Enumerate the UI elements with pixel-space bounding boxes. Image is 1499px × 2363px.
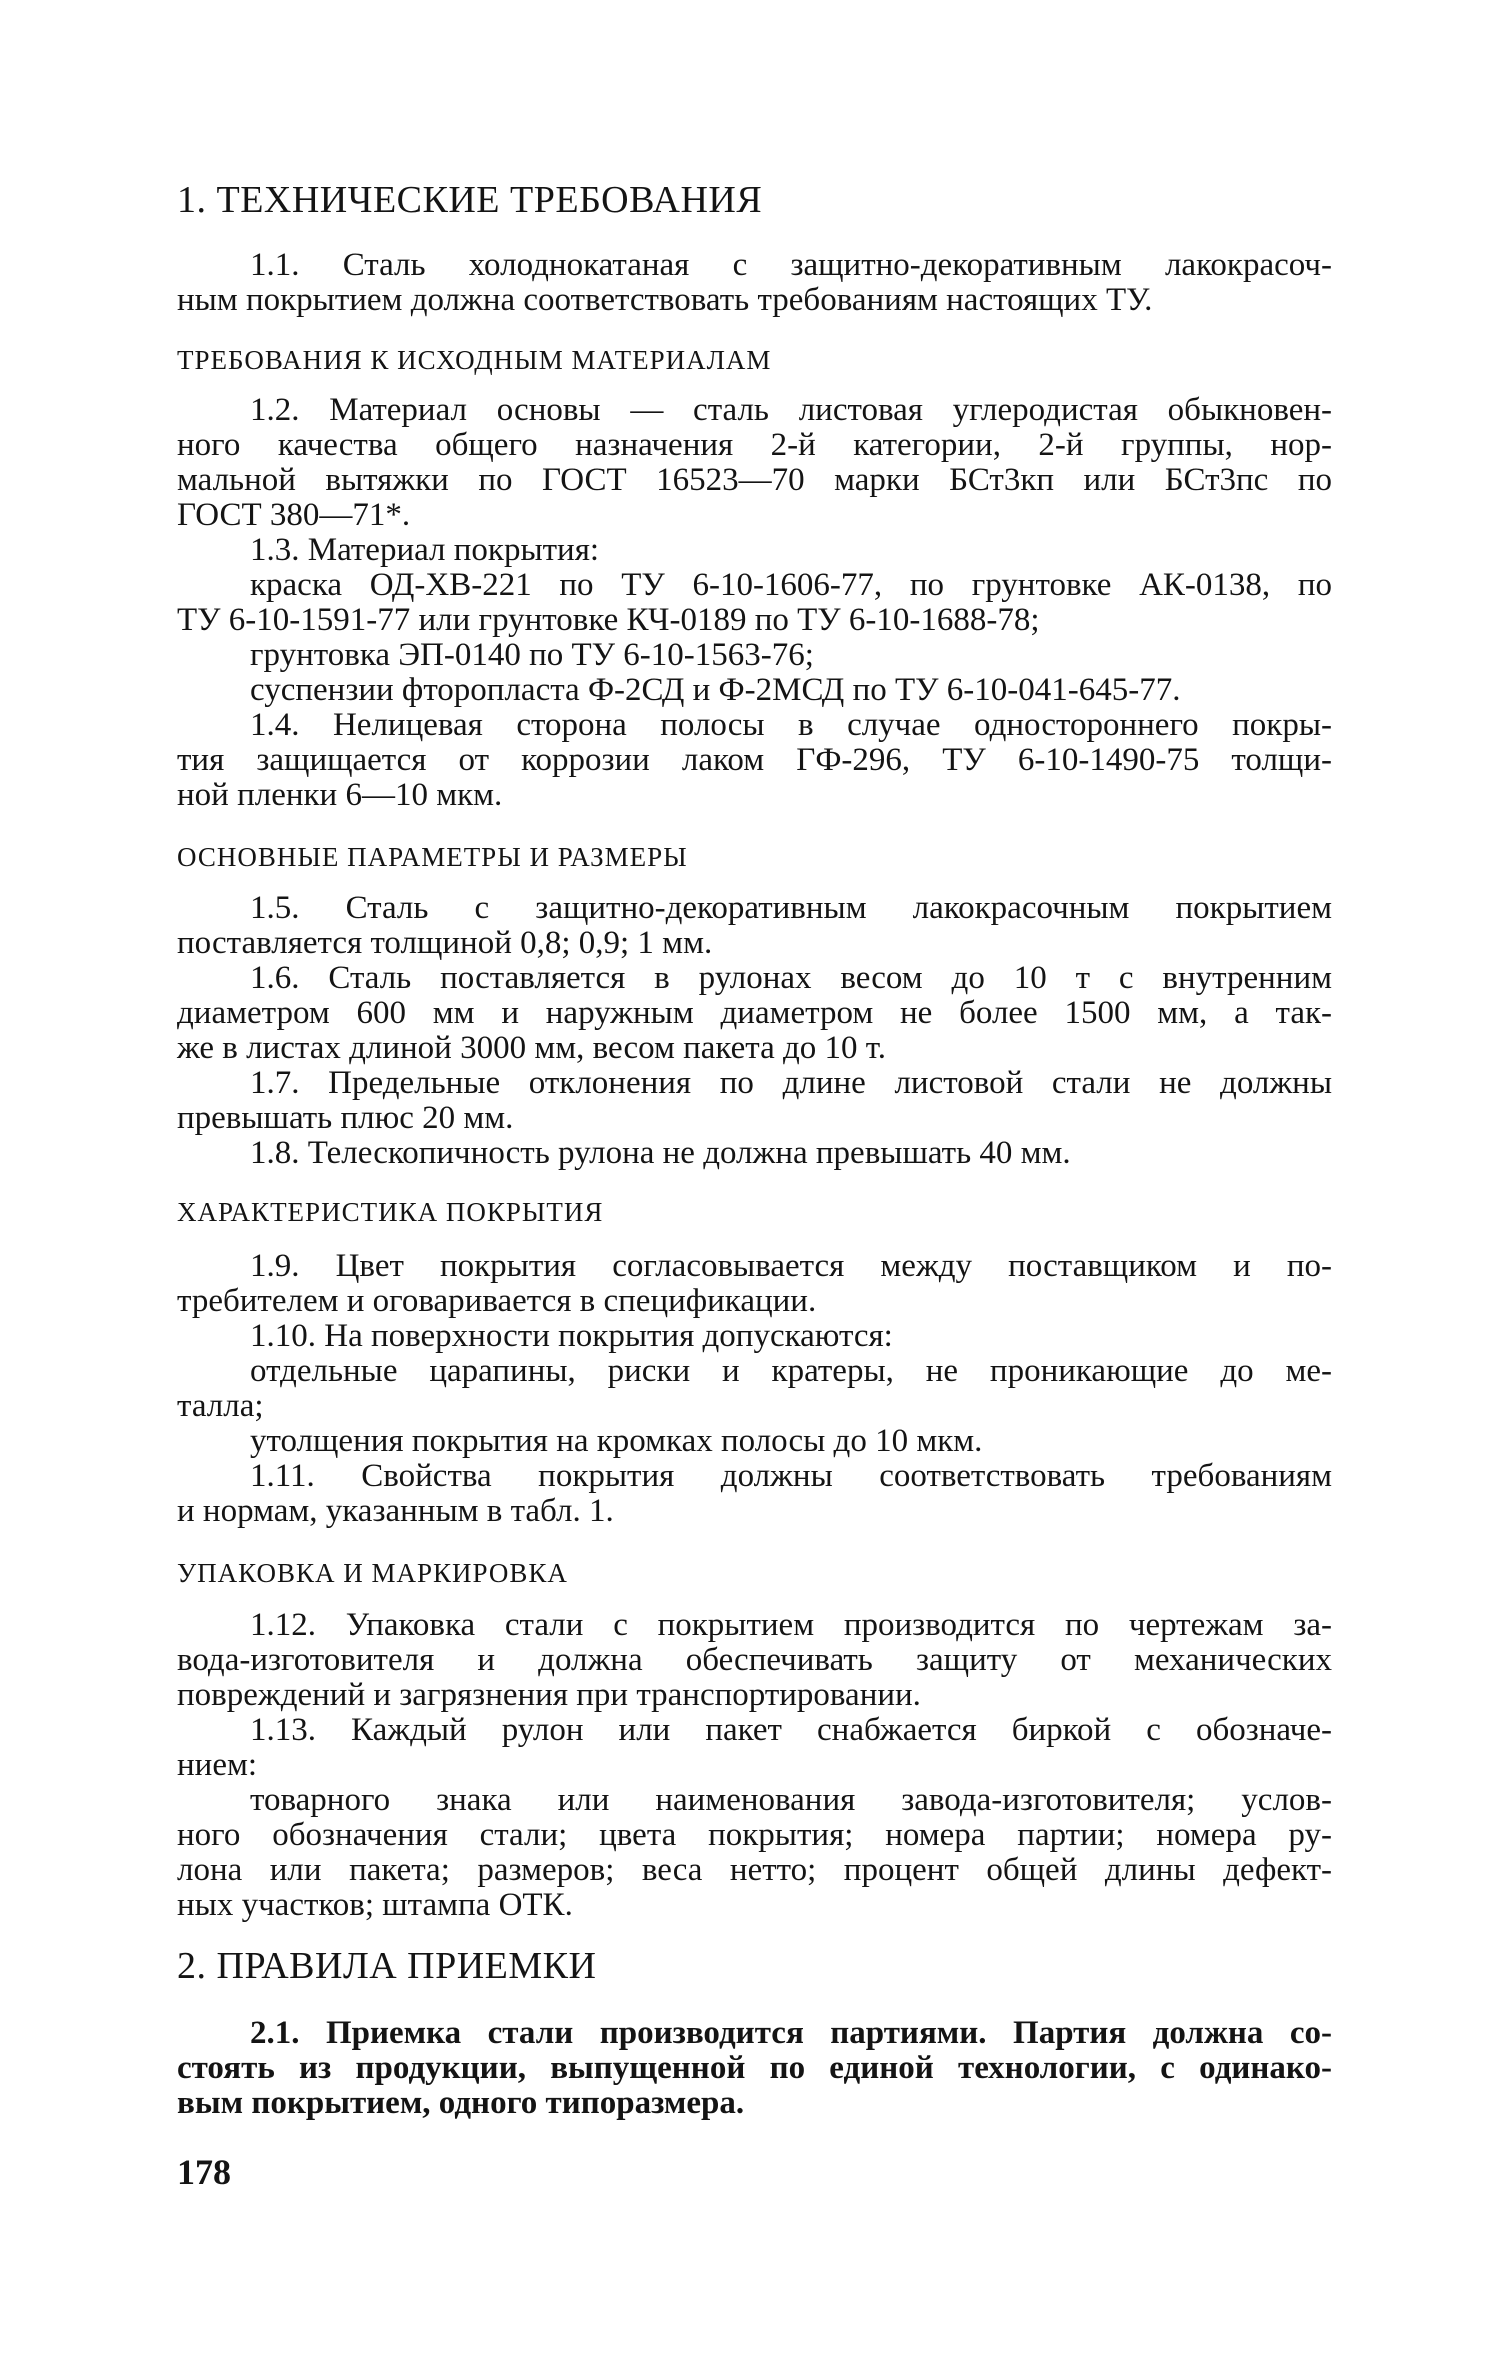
text-line: 1.10. На поверхности покрытия допускаются: [250, 1318, 893, 1354]
text-line: 1.5. Сталь с защитно-декоративным лакокрасочным покрытием [250, 890, 1332, 926]
text-line: превышать плюс 20 мм. [177, 1100, 514, 1136]
text-block [177, 2016, 1332, 2121]
paragraph [177, 1713, 1332, 1783]
text-line: и нормам, указанным в табл. 1. [177, 1493, 614, 1529]
paragraph [177, 1354, 1332, 1424]
paragraph [177, 568, 1332, 638]
text-line: ГОСТ 380—71*. [177, 497, 411, 533]
text-line: нием: [177, 1747, 258, 1783]
text-line: суспензии фторопласта Ф-2СД и Ф-2МСД по ТУ 6-10-041-645-77. [250, 672, 1181, 708]
subsection-heading: ТРЕБОВАНИЯ К ИСХОДНЫМ МАТЕРИАЛАМ [177, 345, 772, 375]
paragraph [177, 673, 1332, 708]
section-heading: 1. ТЕХНИЧЕСКИЕ ТРЕБОВАНИЯ [177, 179, 763, 221]
text-line: лона или пакета; размеров; веса нетто; процент общей длины дефект- [177, 1852, 1332, 1888]
text-line: поставляется толщиной 0,8; 0,9; 1 мм. [177, 925, 713, 961]
text-line: ной пленки 6—10 мкм. [177, 777, 503, 813]
section-heading: 2. ПРАВИЛА ПРИЕМКИ [177, 1945, 597, 1987]
text-line: товарного знака или наименования завода-изготовителя; услов- [250, 1782, 1332, 1818]
text-block [177, 1608, 1332, 1923]
subsection-heading: УПАКОВКА И МАРКИРОВКА [177, 1558, 568, 1588]
text-line: же в листах длиной 3000 мм, весом пакета до 10 т. [177, 1030, 886, 1066]
text-line: краска ОД-ХВ-221 по ТУ 6-10-1606-77, по грунтовке АК-0138, по [250, 567, 1332, 603]
text-line: 1.3. Материал покрытия: [250, 532, 600, 568]
paragraph [177, 1319, 1332, 1354]
text-line: 1.13. Каждый рулон или пакет снабжается биркой с обозначе- [250, 1712, 1332, 1748]
text-line: стоять из продукции, выпущенной по единой технологии, с одинако- [177, 2050, 1332, 2086]
paragraph [177, 1136, 1332, 1171]
paragraph [177, 1459, 1332, 1529]
text-line: тия защищается от коррозии лаком ГФ-296, ТУ 6-10-1490-75 толщи- [177, 742, 1332, 778]
paragraph [177, 708, 1332, 813]
text-line: 2.1. Приемка стали производится партиями. Партия должна со- [250, 2015, 1332, 2051]
text-line: повреждений и загрязнения при транспортировании. [177, 1677, 921, 1713]
paragraph [177, 2016, 1332, 2121]
text-line: 1.6. Сталь поставляется в рулонах весом до 10 т с внутренним [250, 960, 1332, 996]
text-line: 1.9. Цвет покрытия согласовывается между поставщиком и по- [250, 1248, 1332, 1284]
text-line: 1.12. Упаковка стали с покрытием производится по чертежам за- [250, 1607, 1332, 1643]
text-line: вода-изготовителя и должна обеспечивать защиту от механических [177, 1642, 1332, 1678]
text-line: 1.8. Телескопичность рулона не должна превышать 40 мм. [250, 1135, 1071, 1171]
text-line: ных участков; штампа ОТК. [177, 1887, 573, 1923]
text-line: отдельные царапины, риски и кратеры, не проникающие до ме- [250, 1353, 1332, 1389]
text-block [177, 1249, 1332, 1529]
text-line: вым покрытием, одного типоразмера. [177, 2085, 745, 2121]
paragraph [177, 1249, 1332, 1319]
text-line: ного качества общего назначения 2-й категории, 2-й группы, нор- [177, 427, 1332, 463]
text-line: 1.1. Сталь холоднокатаная с защитно-декоративным лакокрасоч- [250, 247, 1332, 283]
text-line: диаметром 600 мм и наружным диаметром не более 1500 мм, а так- [177, 995, 1332, 1031]
paragraph [177, 248, 1332, 318]
text-line: 1.11. Свойства покрытия должны соответствовать требованиям [250, 1458, 1332, 1494]
text-line: ным покрытием должна соответствовать требованиям настоящих ТУ. [177, 282, 1153, 318]
text-line: требителем и оговаривается в спецификации. [177, 1283, 817, 1319]
text-block [177, 248, 1332, 318]
paragraph [177, 1424, 1332, 1459]
paragraph [177, 638, 1332, 673]
text-line: ТУ 6-10-1591-77 или грунтовке КЧ-0189 по ТУ 6-10-1688-78; [177, 602, 1040, 638]
paragraph [177, 961, 1332, 1066]
subsection-heading: ХАРАКТЕРИСТИКА ПОКРЫТИЯ [177, 1197, 604, 1227]
page-number: 178 [177, 2152, 231, 2192]
text-line: 1.7. Предельные отклонения по длине листовой стали не должны [250, 1065, 1332, 1101]
text-line: утолщения покрытия на кромках полосы до 10 мкм. [250, 1423, 983, 1459]
text-line: мальной вытяжки по ГОСТ 16523—70 марки БСт3кп или БСт3пс по [177, 462, 1332, 498]
paragraph [177, 1066, 1332, 1136]
text-block [177, 393, 1332, 813]
text-line: грунтовка ЭП-0140 по ТУ 6-10-1563-76; [250, 637, 814, 673]
paragraph [177, 533, 1332, 568]
paragraph [177, 891, 1332, 961]
paragraph [177, 1783, 1332, 1923]
paragraph [177, 1608, 1332, 1713]
subsection-heading: ОСНОВНЫЕ ПАРАМЕТРЫ И РАЗМЕРЫ [177, 842, 688, 872]
paragraph [177, 393, 1332, 533]
text-line: ного обозначения стали; цвета покрытия; номера партии; номера ру- [177, 1817, 1332, 1853]
text-line: 1.2. Материал основы — сталь листовая углеродистая обыкновен- [250, 392, 1332, 428]
text-line: 1.4. Нелицевая сторона полосы в случае одностороннего покры- [250, 707, 1332, 743]
text-block [177, 891, 1332, 1171]
text-line: талла; [177, 1388, 264, 1424]
